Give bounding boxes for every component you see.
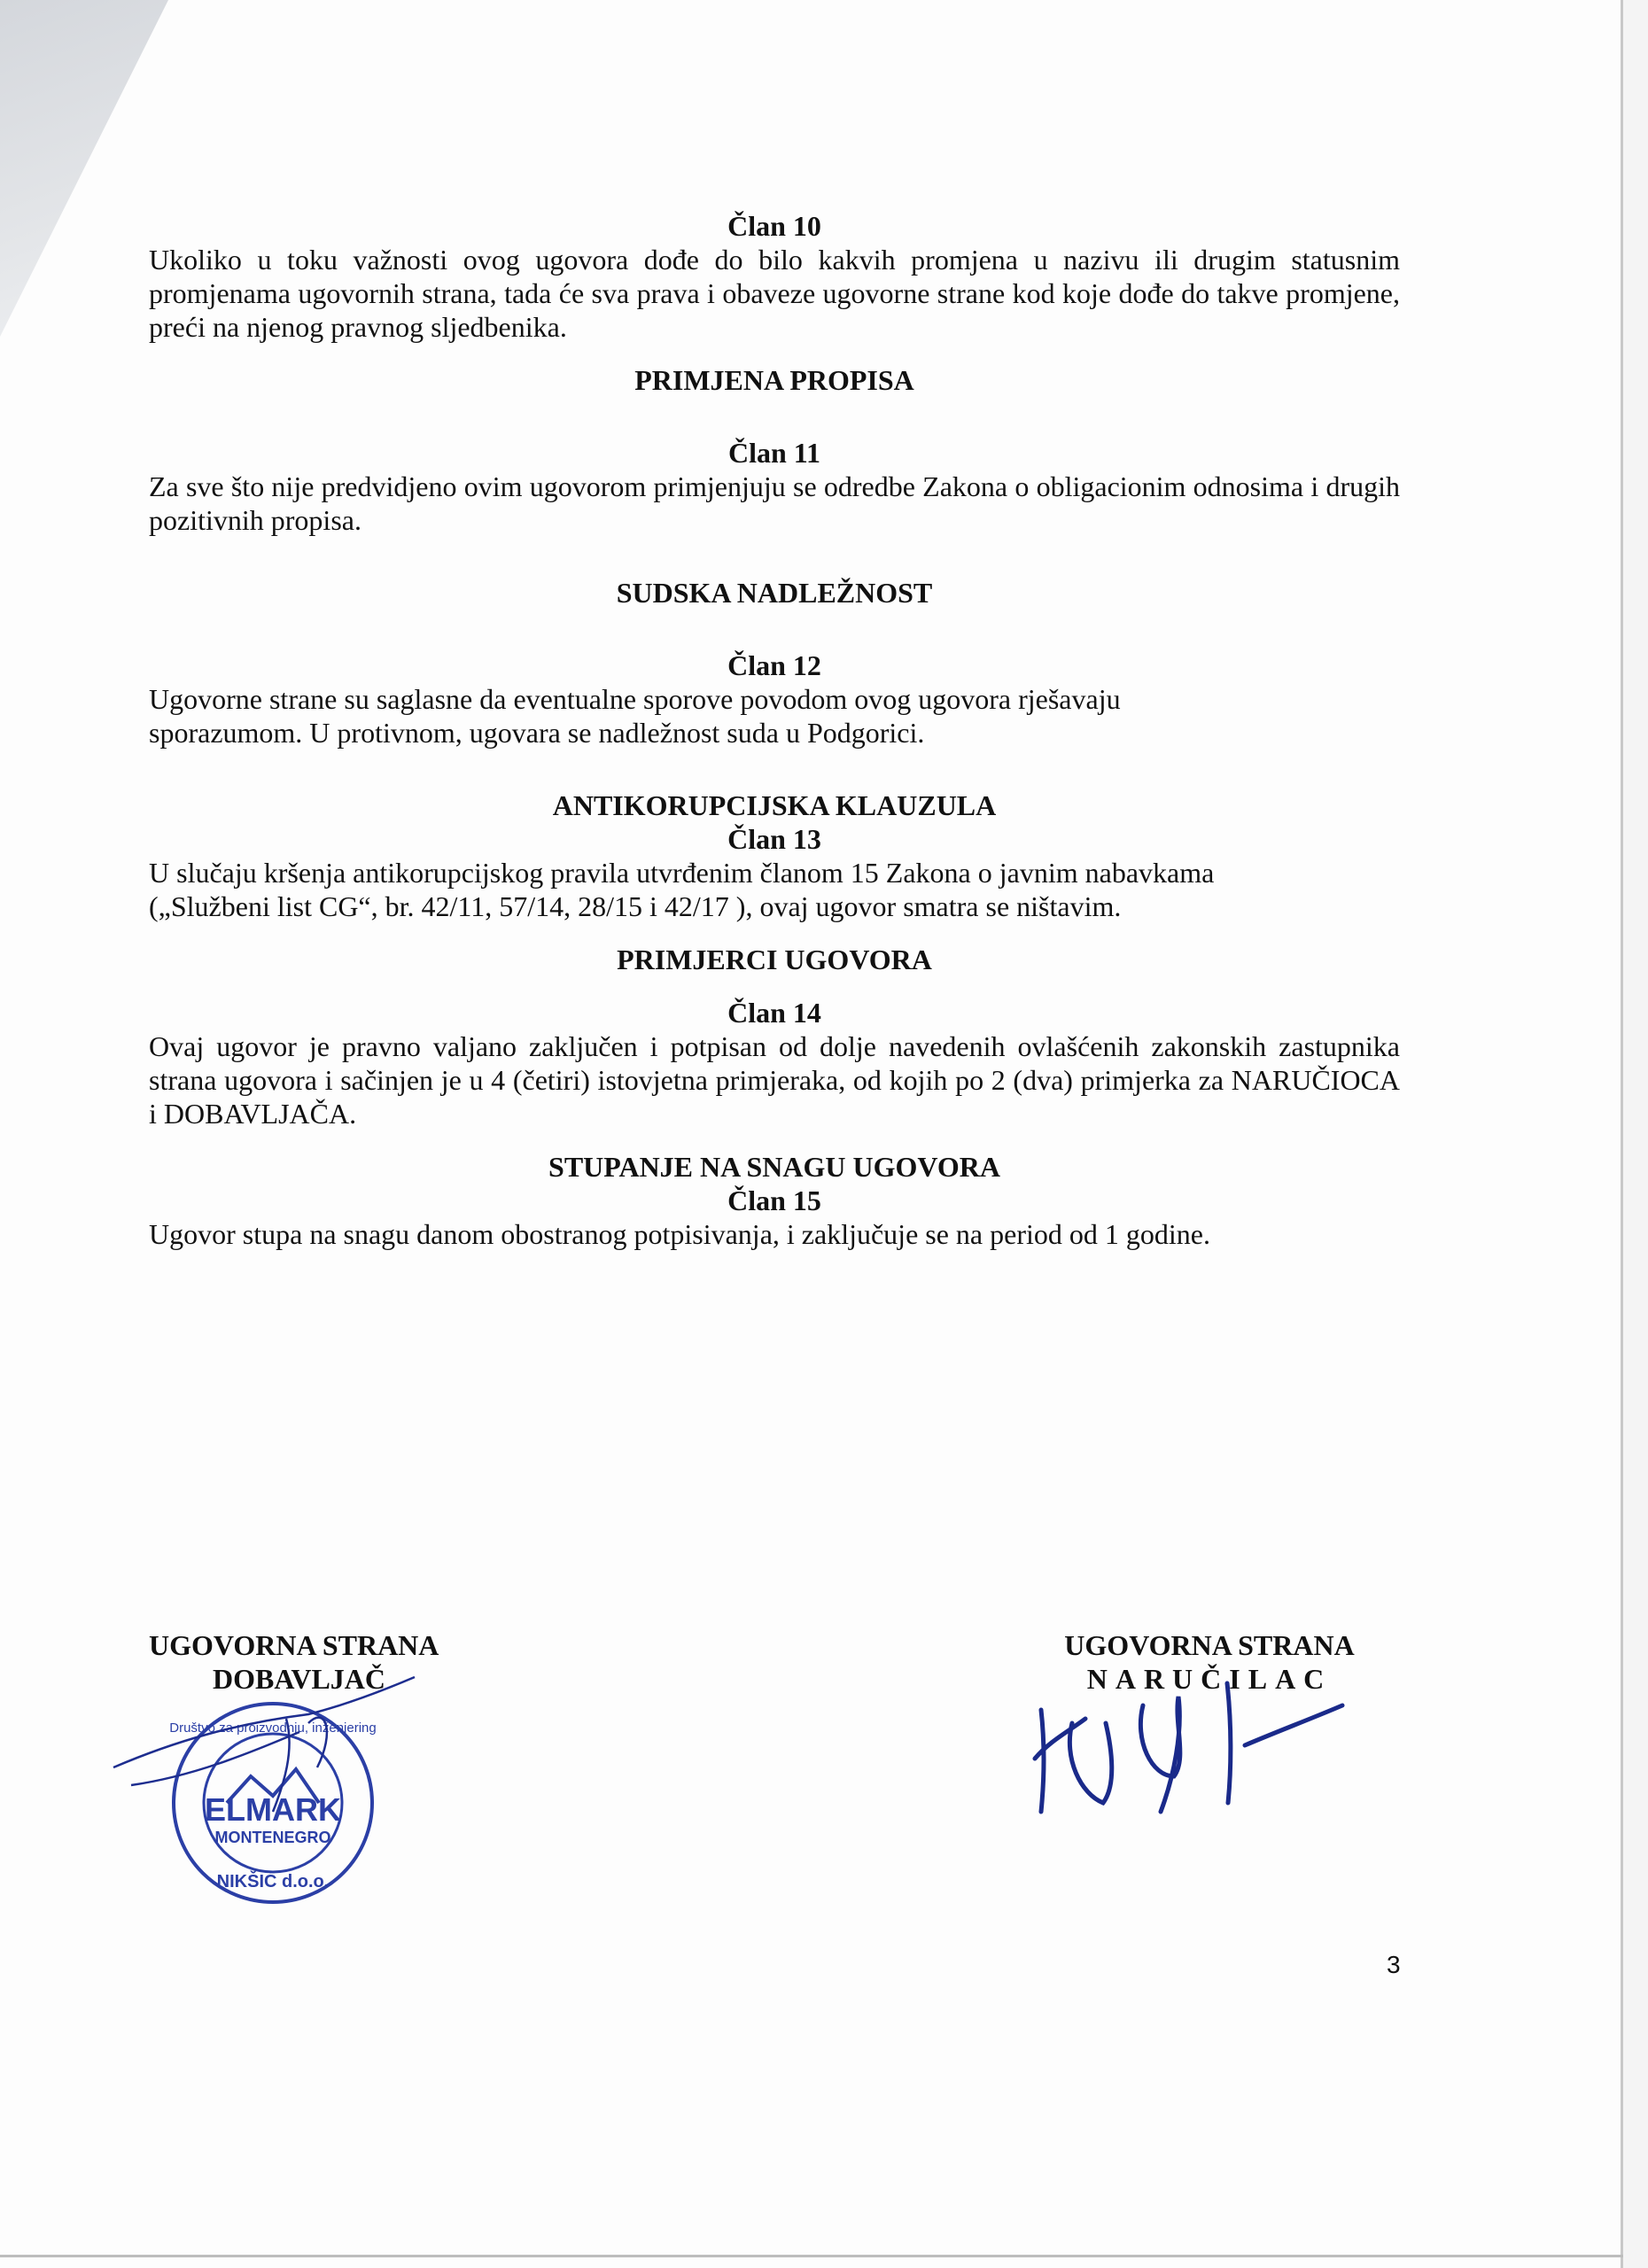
svg-text:ELMARK: ELMARK bbox=[205, 1791, 341, 1828]
clan-13-line-2: („Službeni list CG“, br. 42/11, 57/14, 28/15 i 42/17 ), ovaj ugovor smatra se ništavim. bbox=[149, 890, 1122, 922]
scan-edge-line bbox=[1621, 0, 1623, 2268]
clan-11-title: Član 11 bbox=[727, 437, 821, 469]
client-label: UGOVORNA STRANA bbox=[1064, 1629, 1355, 1661]
folded-corner bbox=[0, 0, 168, 337]
svg-text:Društvo za proizvodnju, inženj: Društvo za proizvodnju, inženjering bbox=[169, 1720, 377, 1736]
clan-11-text: Za sve što nije predvidjeno ovim ugovorom primjenjuju se odredbe Zakona o obligacionim odnosima i drugih pozitivnih propisa. bbox=[149, 470, 1400, 536]
clan-12-line-1: Ugovorne strane su saglasne da eventualne sporove povodom ovog ugovora rješavaju bbox=[149, 683, 1121, 715]
sudska-nadleznost-heading: SUDSKA NADLEŽNOST bbox=[616, 577, 933, 609]
stamp-seal bbox=[169, 1704, 376, 1902]
primjena-propisa-heading: PRIMJENA PROPISA bbox=[634, 364, 914, 396]
stupanje-heading: STUPANJE NA SNAGU UGOVORA bbox=[548, 1151, 1000, 1183]
scan-edge-bottom bbox=[0, 2255, 1623, 2257]
clan-14-title: Član 14 bbox=[727, 997, 821, 1029]
clan-13-line-1: U slučaju kršenja antikorupcijskog pravila utvrđenim članom 15 Zakona o javnim nabavkama bbox=[149, 857, 1215, 889]
client-signature bbox=[1019, 1670, 1435, 1821]
clan-15-text: Ugovor stupa na snagu danom obostranog potpisivanja, i zaključuje se na period od 1 godine. bbox=[149, 1218, 1210, 1250]
primjerci-heading: PRIMJERCI UGOVORA bbox=[617, 944, 932, 975]
clan-15-title: Član 15 bbox=[727, 1184, 821, 1216]
supplier-role: DOBAVLJAČ bbox=[213, 1663, 385, 1695]
contract-body bbox=[149, 209, 1400, 1251]
clan-13-title: Član 13 bbox=[727, 823, 821, 855]
client-role: NARUČILAC bbox=[1086, 1663, 1333, 1695]
svg-text:NIKŠIĆ d.o.o.: NIKŠIĆ d.o.o. bbox=[216, 1872, 330, 1891]
company-stamp bbox=[96, 1670, 432, 1936]
antikorupcijska-heading: ANTIKORUPCIJSKA KLAUZULA bbox=[552, 789, 997, 821]
scan-edge-right bbox=[1623, 0, 1648, 2268]
clan-10-title: Član 10 bbox=[727, 210, 821, 242]
clan-12-line-2: sporazumom. U protivnom, ugovara se nadležnost suda u Podgorici. bbox=[149, 717, 925, 749]
svg-text:MONTENEGRO: MONTENEGRO bbox=[214, 1829, 331, 1846]
clan-12-title: Član 12 bbox=[727, 649, 821, 681]
page-number: 3 bbox=[1387, 1951, 1401, 1978]
clan-14-text: Ovaj ugovor je pravno valjano zaključen i potpisan od dolje navedenih ovlašćenih zakonskih zastupnika strana ugovora i sačinjen je u 4 (četiri) istovjetna primjeraka, od kojih po 2 (dva) primjerka za NARUČIOCA i DOBAVLJAČA. bbox=[149, 1030, 1400, 1130]
supplier-label: UGOVORNA STRANA bbox=[149, 1629, 439, 1661]
clan-10-text: Ukoliko u toku važnosti ovog ugovora dođe do bilo kakvih promjena u nazivu ili drugim statusnim promjenama ugovornih strana, tada će sva prava i obaveze ugovorne strane kod koje dođe do takve promjene, preći na njenog pravnog sljedbenika. bbox=[149, 244, 1400, 343]
